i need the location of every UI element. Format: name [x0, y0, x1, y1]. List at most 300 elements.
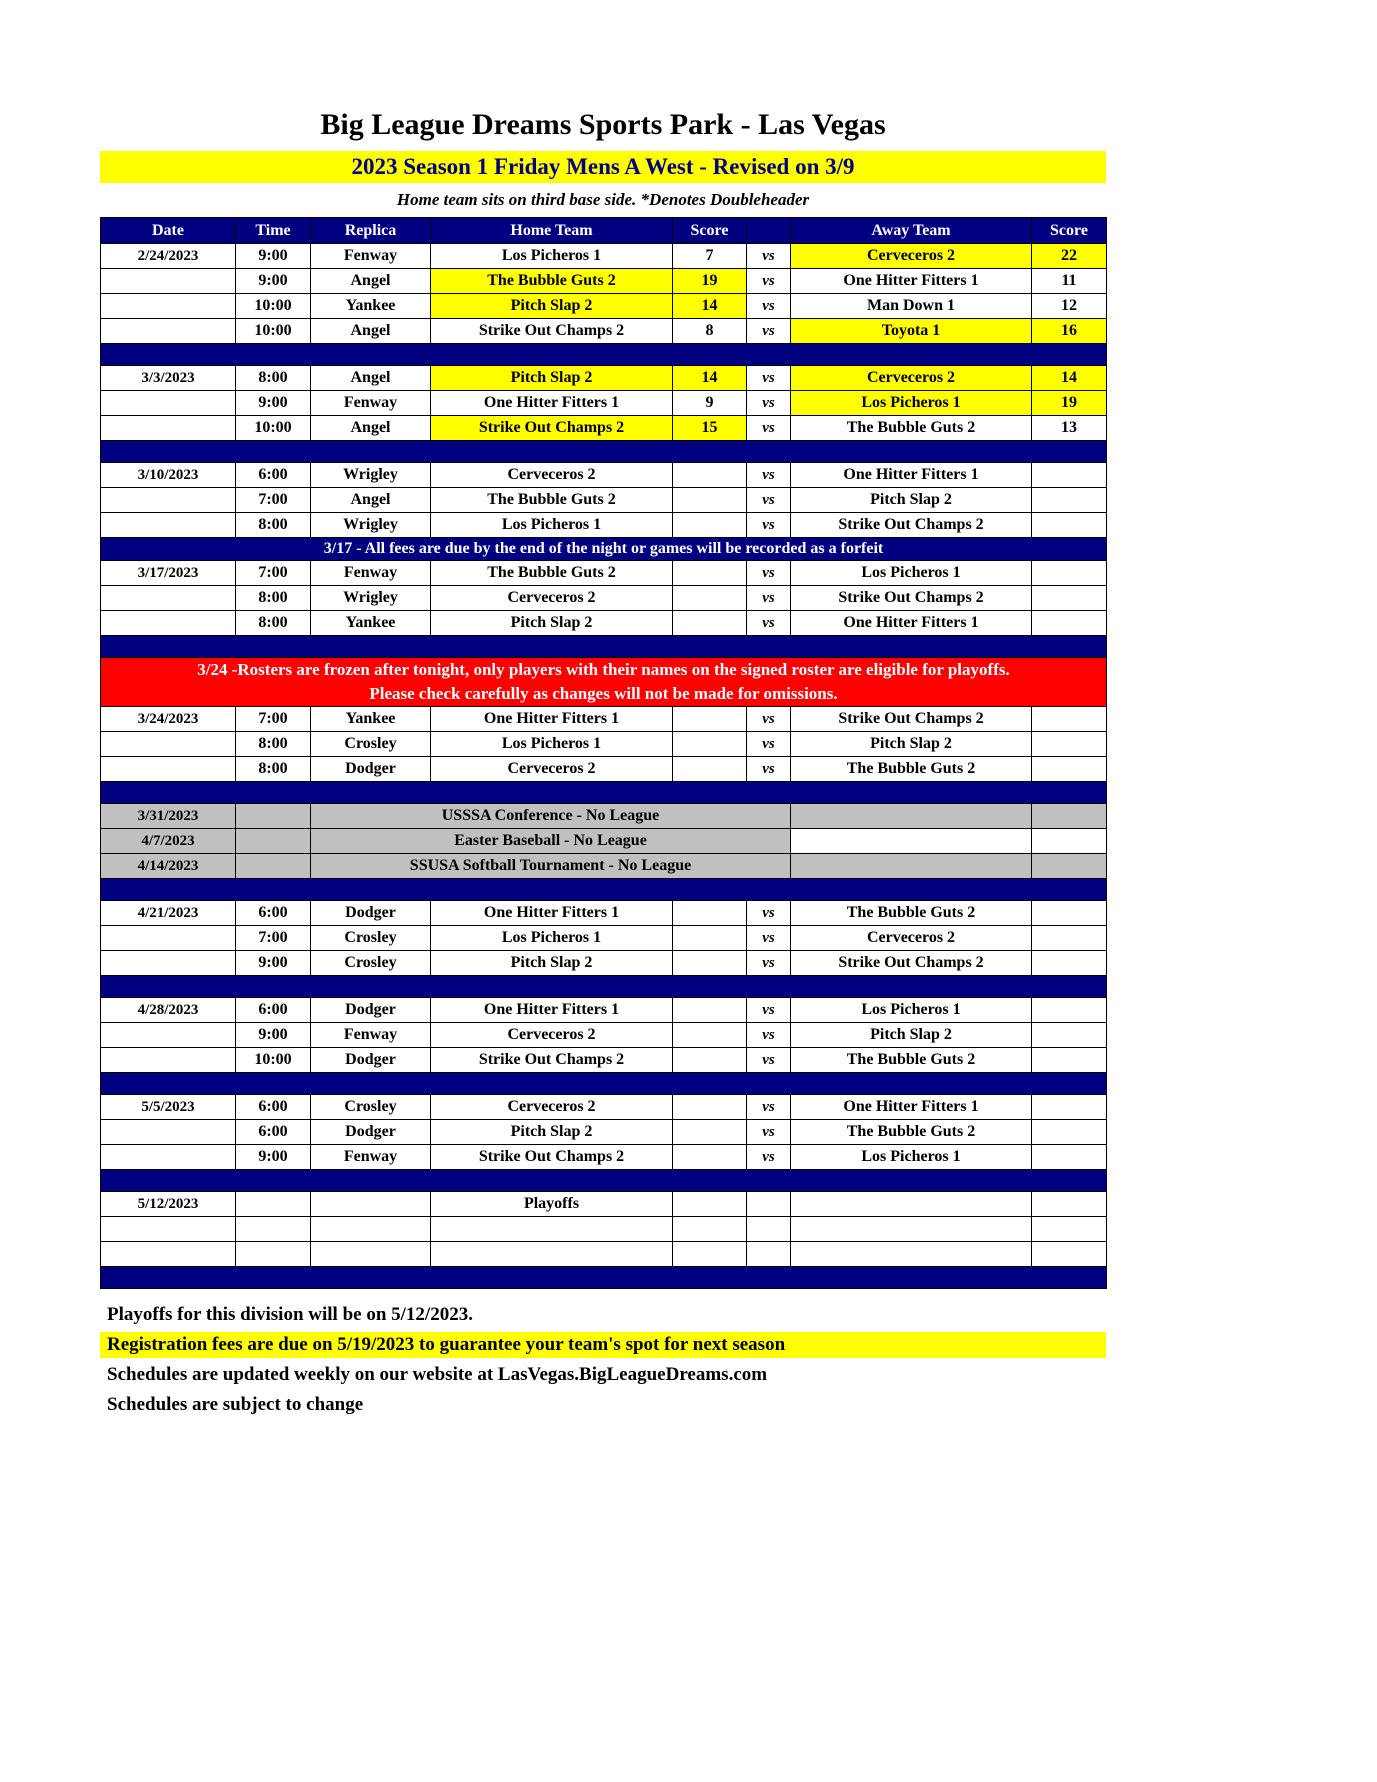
away-team-cell — [791, 1217, 1032, 1242]
away-score-cell — [1032, 1120, 1107, 1145]
vs-cell: vs — [747, 294, 791, 319]
home-team-cell: Los Picheros 1 — [431, 732, 673, 757]
home-score-cell — [673, 951, 747, 976]
date-cell — [101, 1023, 236, 1048]
time-cell: 10:00 — [236, 319, 311, 344]
date-cell — [101, 951, 236, 976]
game-row — [101, 732, 1107, 757]
home-team-cell: Pitch Slap 2 — [431, 366, 673, 391]
home-team-cell: Cerveceros 2 — [431, 463, 673, 488]
home-team-cell: The Bubble Guts 2 — [431, 269, 673, 294]
date-cell — [101, 1217, 236, 1242]
away-score-cell: 22 — [1032, 244, 1107, 269]
game-row — [101, 513, 1107, 538]
footer-line: Schedules are updated weekly on our website at LasVegas.BigLeagueDreams.com — [107, 1364, 768, 1385]
notice-cell: 3/17 - All fees are due by the end of the night or games will be recorded as a forfeit — [101, 538, 1107, 561]
away-score-cell: 19 — [1032, 391, 1107, 416]
away-team-cell: One Hitter Fitters 1 — [791, 269, 1032, 294]
home-score-cell: 15 — [673, 416, 747, 441]
replica-cell: Crosley — [311, 951, 431, 976]
date-cell — [101, 269, 236, 294]
separator-cell — [101, 976, 1107, 998]
content-area — [100, 108, 1106, 1422]
special-event-cell: Easter Baseball - No League — [311, 829, 791, 854]
away-team-cell — [791, 1242, 1032, 1267]
away-team-cell: Los Picheros 1 — [791, 561, 1032, 586]
away-score-cell: 11 — [1032, 269, 1107, 294]
time-cell: 7:00 — [236, 488, 311, 513]
separator-row — [101, 1073, 1107, 1095]
date-cell — [101, 1120, 236, 1145]
away-team-cell: The Bubble Guts 2 — [791, 416, 1032, 441]
away-team-cell: Man Down 1 — [791, 294, 1032, 319]
replica-cell: Yankee — [311, 707, 431, 732]
game-row — [101, 1192, 1107, 1217]
date-cell — [101, 586, 236, 611]
col-header-home-team: Home Team — [431, 218, 673, 244]
home-score-cell: 8 — [673, 319, 747, 344]
home-team-cell: Strike Out Champs 2 — [431, 416, 673, 441]
date-cell — [101, 416, 236, 441]
separator-cell — [101, 1170, 1107, 1192]
date-cell: 3/24/2023 — [101, 707, 236, 732]
vs-cell: vs — [747, 1095, 791, 1120]
game-row — [101, 1145, 1107, 1170]
replica-cell: Angel — [311, 269, 431, 294]
replica-cell: Fenway — [311, 391, 431, 416]
replica-cell: Crosley — [311, 926, 431, 951]
home-score-cell — [673, 1217, 747, 1242]
date-cell — [101, 1242, 236, 1267]
vs-cell: vs — [747, 561, 791, 586]
game-row — [101, 757, 1107, 782]
time-cell: 8:00 — [236, 732, 311, 757]
separator-cell — [101, 1073, 1107, 1095]
notice-row — [101, 538, 1107, 561]
away-score-cell — [1032, 1217, 1107, 1242]
separator-row — [101, 976, 1107, 998]
replica-cell: Angel — [311, 319, 431, 344]
replica-cell: Angel — [311, 488, 431, 513]
roster-freeze-banner-line: Please check carefully as changes will not be made for omissions. — [369, 684, 838, 703]
home-team-cell: The Bubble Guts 2 — [431, 561, 673, 586]
vs-cell: vs — [747, 998, 791, 1023]
replica-cell: Wrigley — [311, 513, 431, 538]
home-score-cell — [673, 901, 747, 926]
home-team-cell: Cerveceros 2 — [431, 586, 673, 611]
home-team-cell: Cerveceros 2 — [431, 757, 673, 782]
replica-cell: Yankee — [311, 611, 431, 636]
replica-cell: Crosley — [311, 732, 431, 757]
away-team-cell — [791, 854, 1032, 879]
away-team-cell: One Hitter Fitters 1 — [791, 611, 1032, 636]
away-team-cell: One Hitter Fitters 1 — [791, 463, 1032, 488]
schedule-table — [100, 217, 1107, 1289]
home-team-cell: Los Picheros 1 — [431, 244, 673, 269]
time-cell: 10:00 — [236, 416, 311, 441]
game-row — [101, 1048, 1107, 1073]
away-score-cell — [1032, 804, 1107, 829]
home-score-cell — [673, 1120, 747, 1145]
date-cell — [101, 319, 236, 344]
date-cell: 5/5/2023 — [101, 1095, 236, 1120]
game-row — [101, 269, 1107, 294]
time-cell: 6:00 — [236, 1120, 311, 1145]
replica-cell: Dodger — [311, 757, 431, 782]
time-cell: 8:00 — [236, 586, 311, 611]
date-cell: 3/17/2023 — [101, 561, 236, 586]
col-header-away-score: Score — [1032, 218, 1107, 244]
date-cell — [101, 513, 236, 538]
special-event-cell: USSSA Conference - No League — [311, 804, 791, 829]
home-team-cell: Strike Out Champs 2 — [431, 1145, 673, 1170]
away-score-cell — [1032, 561, 1107, 586]
home-team-cell: Pitch Slap 2 — [431, 611, 673, 636]
replica-cell: Wrigley — [311, 463, 431, 488]
home-team-cell: One Hitter Fitters 1 — [431, 707, 673, 732]
game-row — [101, 707, 1107, 732]
game-row — [101, 416, 1107, 441]
vs-cell: vs — [747, 732, 791, 757]
date-cell: 4/21/2023 — [101, 901, 236, 926]
date-cell — [101, 294, 236, 319]
home-team-cell: Pitch Slap 2 — [431, 294, 673, 319]
col-header-home-score: Score — [673, 218, 747, 244]
game-row — [101, 1023, 1107, 1048]
date-cell — [101, 1048, 236, 1073]
away-score-cell: 13 — [1032, 416, 1107, 441]
away-team-cell: Strike Out Champs 2 — [791, 707, 1032, 732]
away-score-cell — [1032, 1192, 1107, 1217]
time-cell: 7:00 — [236, 561, 311, 586]
home-team-cell: Pitch Slap 2 — [431, 951, 673, 976]
separator-row — [101, 1170, 1107, 1192]
home-team-note: Home team sits on third base side. *Denotes Doubleheader — [396, 190, 810, 209]
vs-cell: vs — [747, 1145, 791, 1170]
home-score-cell — [673, 1242, 747, 1267]
separator-cell — [101, 782, 1107, 804]
away-score-cell — [1032, 757, 1107, 782]
away-team-cell — [791, 829, 1032, 854]
time-cell: 8:00 — [236, 757, 311, 782]
date-cell: 2/24/2023 — [101, 244, 236, 269]
time-cell: 7:00 — [236, 926, 311, 951]
home-score-cell — [673, 1048, 747, 1073]
away-score-cell — [1032, 901, 1107, 926]
vs-cell: vs — [747, 1120, 791, 1145]
home-score-cell — [673, 561, 747, 586]
home-score-cell — [673, 1095, 747, 1120]
away-team-cell: The Bubble Guts 2 — [791, 901, 1032, 926]
time-cell: 8:00 — [236, 513, 311, 538]
time-cell — [236, 854, 311, 879]
vs-cell: vs — [747, 1048, 791, 1073]
away-team-cell: Strike Out Champs 2 — [791, 586, 1032, 611]
vs-cell: vs — [747, 926, 791, 951]
home-score-cell — [673, 707, 747, 732]
date-cell — [101, 1145, 236, 1170]
away-score-cell: 14 — [1032, 366, 1107, 391]
vs-cell: vs — [747, 707, 791, 732]
header-row — [101, 218, 1107, 244]
replica-cell: Dodger — [311, 1120, 431, 1145]
replica-cell: Wrigley — [311, 586, 431, 611]
season-subtitle-banner: 2023 Season 1 Friday Mens A West - Revised on 3/9 — [100, 151, 1106, 183]
home-score-cell — [673, 463, 747, 488]
home-team-cell: Pitch Slap 2 — [431, 1120, 673, 1145]
replica-cell: Angel — [311, 416, 431, 441]
away-team-cell: Strike Out Champs 2 — [791, 513, 1032, 538]
replica-cell: Dodger — [311, 1048, 431, 1073]
date-cell: 3/10/2023 — [101, 463, 236, 488]
game-row — [101, 463, 1107, 488]
time-cell: 9:00 — [236, 951, 311, 976]
away-team-cell — [791, 804, 1032, 829]
separator-cell — [101, 344, 1107, 366]
game-row — [101, 294, 1107, 319]
vs-cell: vs — [747, 586, 791, 611]
away-team-cell: Toyota 1 — [791, 319, 1032, 344]
time-cell: 8:00 — [236, 611, 311, 636]
game-row — [101, 611, 1107, 636]
game-row — [101, 366, 1107, 391]
vs-cell: vs — [747, 1023, 791, 1048]
away-score-cell — [1032, 732, 1107, 757]
away-score-cell — [1032, 854, 1107, 879]
home-score-cell — [673, 513, 747, 538]
date-cell — [101, 757, 236, 782]
col-header-replica: Replica — [311, 218, 431, 244]
home-team-cell: Cerveceros 2 — [431, 1095, 673, 1120]
separator-row — [101, 441, 1107, 463]
home-team-cell: One Hitter Fitters 1 — [431, 391, 673, 416]
time-cell: 6:00 — [236, 1095, 311, 1120]
time-cell: 9:00 — [236, 269, 311, 294]
away-score-cell — [1032, 926, 1107, 951]
vs-cell: vs — [747, 244, 791, 269]
date-cell — [101, 732, 236, 757]
separator-row — [101, 636, 1107, 658]
special-event-row — [101, 804, 1107, 829]
time-cell: 10:00 — [236, 1048, 311, 1073]
footer-line: Registration fees are due on 5/19/2023 to guarantee your team's spot for next season — [100, 1332, 1106, 1358]
home-score-cell — [673, 926, 747, 951]
away-team-cell: Cerveceros 2 — [791, 244, 1032, 269]
game-row — [101, 1095, 1107, 1120]
home-team-cell — [431, 1217, 673, 1242]
page-title: Big League Dreams Sports Park - Las Vegas — [320, 108, 886, 141]
vs-cell: vs — [747, 391, 791, 416]
vs-cell — [747, 1242, 791, 1267]
vs-cell — [747, 1192, 791, 1217]
away-score-cell — [1032, 1242, 1107, 1267]
time-cell: 8:00 — [236, 366, 311, 391]
col-header-date: Date — [101, 218, 236, 244]
away-score-cell — [1032, 611, 1107, 636]
vs-cell — [747, 1217, 791, 1242]
home-score-cell: 7 — [673, 244, 747, 269]
date-cell — [101, 488, 236, 513]
vs-cell: vs — [747, 488, 791, 513]
special-event-row — [101, 854, 1107, 879]
home-score-cell — [673, 586, 747, 611]
empty-row — [101, 1217, 1107, 1242]
roster-freeze-banner-cell — [101, 658, 1107, 707]
vs-cell: vs — [747, 757, 791, 782]
date-cell — [101, 611, 236, 636]
time-cell — [236, 1242, 311, 1267]
home-score-cell — [673, 1192, 747, 1217]
game-row — [101, 561, 1107, 586]
footer-line: Playoffs for this division will be on 5/12/2023. — [107, 1304, 473, 1325]
time-cell: 7:00 — [236, 707, 311, 732]
replica-cell: Fenway — [311, 1023, 431, 1048]
date-cell: 4/7/2023 — [101, 829, 236, 854]
away-team-cell: Cerveceros 2 — [791, 926, 1032, 951]
away-score-cell — [1032, 998, 1107, 1023]
time-cell: 9:00 — [236, 1023, 311, 1048]
away-score-cell: 16 — [1032, 319, 1107, 344]
home-team-cell: The Bubble Guts 2 — [431, 488, 673, 513]
home-team-cell: Strike Out Champs 2 — [431, 1048, 673, 1073]
home-score-cell — [673, 488, 747, 513]
game-row — [101, 488, 1107, 513]
col-header-away-team: Away Team — [791, 218, 1032, 244]
away-team-cell: Pitch Slap 2 — [791, 1023, 1032, 1048]
away-score-cell — [1032, 463, 1107, 488]
away-score-cell — [1032, 1145, 1107, 1170]
away-score-cell — [1032, 1095, 1107, 1120]
date-cell: 4/28/2023 — [101, 998, 236, 1023]
replica-cell — [311, 1192, 431, 1217]
empty-row — [101, 1242, 1107, 1267]
vs-cell: vs — [747, 901, 791, 926]
date-cell: 3/31/2023 — [101, 804, 236, 829]
away-score-cell — [1032, 829, 1107, 854]
col-header-vs — [747, 218, 791, 244]
separator-row — [101, 1267, 1107, 1289]
away-team-cell: Cerveceros 2 — [791, 366, 1032, 391]
game-row — [101, 951, 1107, 976]
vs-cell: vs — [747, 611, 791, 636]
separator-cell — [101, 879, 1107, 901]
game-row — [101, 998, 1107, 1023]
home-team-cell: Los Picheros 1 — [431, 513, 673, 538]
vs-cell: vs — [747, 269, 791, 294]
home-score-cell: 14 — [673, 294, 747, 319]
replica-cell: Dodger — [311, 998, 431, 1023]
away-team-cell: The Bubble Guts 2 — [791, 757, 1032, 782]
home-score-cell — [673, 732, 747, 757]
game-row — [101, 586, 1107, 611]
home-score-cell — [673, 1145, 747, 1170]
home-team-cell: One Hitter Fitters 1 — [431, 901, 673, 926]
home-score-cell — [673, 1023, 747, 1048]
schedule-body — [101, 244, 1107, 1289]
col-header-time: Time — [236, 218, 311, 244]
game-row — [101, 926, 1107, 951]
vs-cell: vs — [747, 319, 791, 344]
special-event-cell: SSUSA Softball Tournament - No League — [311, 854, 791, 879]
home-score-cell: 19 — [673, 269, 747, 294]
game-row — [101, 319, 1107, 344]
replica-cell — [311, 1217, 431, 1242]
away-team-cell: Los Picheros 1 — [791, 1145, 1032, 1170]
time-cell — [236, 804, 311, 829]
replica-cell: Fenway — [311, 244, 431, 269]
home-team-cell: Strike Out Champs 2 — [431, 319, 673, 344]
away-team-cell: The Bubble Guts 2 — [791, 1048, 1032, 1073]
separator-row — [101, 344, 1107, 366]
time-cell: 6:00 — [236, 901, 311, 926]
vs-cell: vs — [747, 366, 791, 391]
date-cell — [101, 391, 236, 416]
replica-cell: Angel — [311, 366, 431, 391]
home-score-cell: 9 — [673, 391, 747, 416]
roster-freeze-banner-line: 3/24 -Rosters are frozen after tonight, only players with their names on the signed roster are eligible for playoffs. — [197, 660, 1010, 679]
time-cell — [236, 829, 311, 854]
away-score-cell — [1032, 1023, 1107, 1048]
date-cell: 5/12/2023 — [101, 1192, 236, 1217]
separator-row — [101, 879, 1107, 901]
game-row — [101, 244, 1107, 269]
date-cell — [101, 926, 236, 951]
away-team-cell: Strike Out Champs 2 — [791, 951, 1032, 976]
special-event-row — [101, 829, 1107, 854]
replica-cell: Fenway — [311, 1145, 431, 1170]
roster-freeze-banner-row — [101, 658, 1107, 707]
date-cell: 4/14/2023 — [101, 854, 236, 879]
away-team-cell: Los Picheros 1 — [791, 391, 1032, 416]
away-score-cell — [1032, 951, 1107, 976]
home-team-cell: Los Picheros 1 — [431, 926, 673, 951]
replica-cell: Crosley — [311, 1095, 431, 1120]
separator-cell — [101, 441, 1107, 463]
time-cell: 9:00 — [236, 391, 311, 416]
away-team-cell: The Bubble Guts 2 — [791, 1120, 1032, 1145]
replica-cell: Yankee — [311, 294, 431, 319]
away-team-cell: Pitch Slap 2 — [791, 488, 1032, 513]
vs-cell: vs — [747, 463, 791, 488]
home-team-cell: Cerveceros 2 — [431, 1023, 673, 1048]
date-cell: 3/3/2023 — [101, 366, 236, 391]
away-team-cell — [791, 1192, 1032, 1217]
footer-line: Schedules are subject to change — [107, 1394, 364, 1415]
replica-cell — [311, 1242, 431, 1267]
vs-cell: vs — [747, 416, 791, 441]
time-cell — [236, 1217, 311, 1242]
away-score-cell: 12 — [1032, 294, 1107, 319]
home-score-cell: 14 — [673, 366, 747, 391]
home-score-cell — [673, 998, 747, 1023]
replica-cell: Dodger — [311, 901, 431, 926]
away-score-cell — [1032, 707, 1107, 732]
away-score-cell — [1032, 1048, 1107, 1073]
footer-notes — [100, 1302, 1106, 1418]
game-row — [101, 901, 1107, 926]
home-team-cell: Playoffs — [431, 1192, 673, 1217]
replica-cell: Fenway — [311, 561, 431, 586]
home-team-cell — [431, 1242, 673, 1267]
separator-cell — [101, 1267, 1107, 1289]
time-cell — [236, 1192, 311, 1217]
time-cell: 9:00 — [236, 1145, 311, 1170]
away-score-cell — [1032, 513, 1107, 538]
game-row — [101, 1120, 1107, 1145]
time-cell: 6:00 — [236, 463, 311, 488]
separator-cell — [101, 636, 1107, 658]
vs-cell: vs — [747, 513, 791, 538]
